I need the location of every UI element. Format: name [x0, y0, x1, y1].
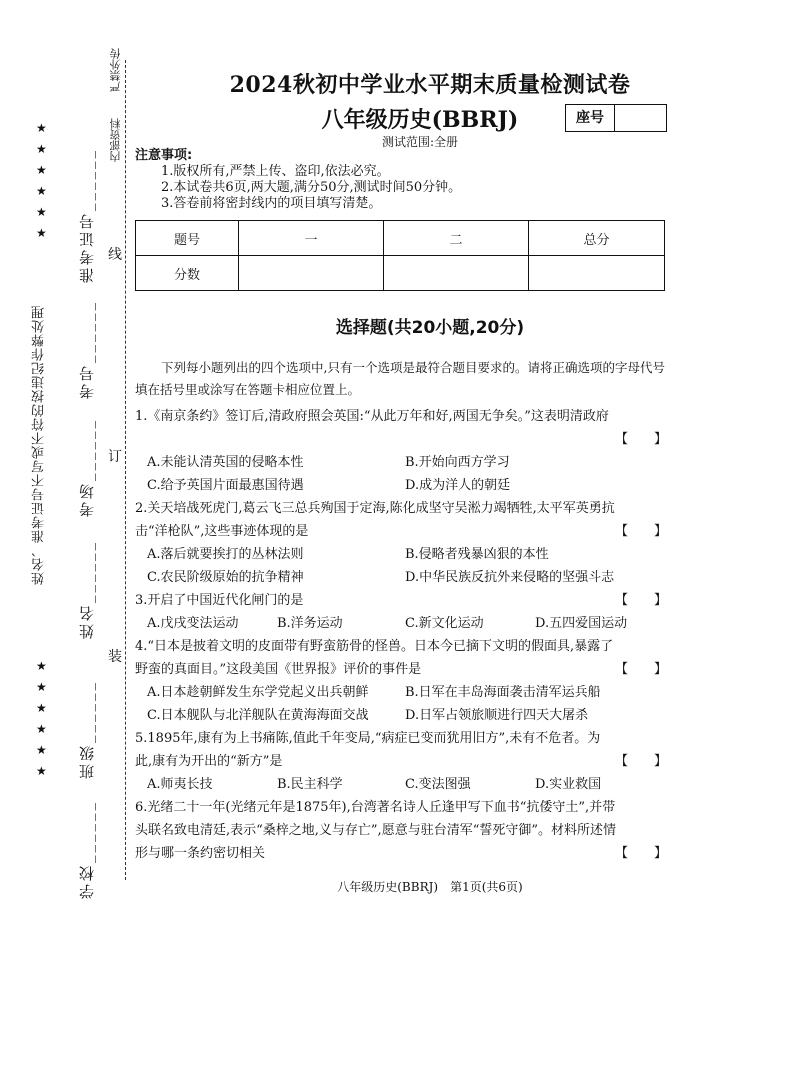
star-icon: ★ — [36, 163, 47, 177]
score-cell[interactable] — [384, 256, 529, 291]
star-icon: ★ — [36, 764, 47, 778]
option[interactable]: A.未能认清英国的侵略本性 — [147, 455, 304, 470]
star-icon: ★ — [36, 701, 47, 715]
score-table — [135, 220, 665, 291]
page-footer: 八年级历史(BBRJ) 第1页(共6页) — [337, 880, 523, 894]
question-stem: 1.《南京条约》签订后,清政府照会英国:“从此万年和好,两国无争矣。”这表明清政府 【 】 — [135, 405, 667, 451]
section-title: 选择题(共20小题,20分) — [335, 318, 525, 338]
seal-line-label: 订 — [108, 449, 122, 465]
answer-bracket[interactable]: 【 】 — [614, 846, 667, 861]
star-icon: ★ — [36, 205, 47, 219]
option[interactable]: B.开始向西方学习 — [405, 455, 510, 470]
option[interactable]: C.日本舰队与北洋舰队在黄海海面交战 — [147, 708, 369, 723]
score-table-header: 题号 — [136, 221, 239, 256]
star-icon: ★ — [36, 226, 47, 240]
question-stem: 4.“日本是披着文明的皮面带有野蛮筋骨的怪兽。日本今已摘下文明的假面具,暴露了野蛮的真面目。”这段美国《世界报》评价的事件是 【 】 — [135, 635, 667, 681]
notes-item: 1.版权所有,严禁上传、盗印,依法必究。 — [161, 164, 390, 179]
option[interactable]: A.落后就要挨打的丛林法则 — [147, 547, 304, 562]
question-stem: 6.光绪二十一年(光绪元年是1875年),台湾著名诗人丘逢甲写下血书“抗倭守土”,并带头联名致电清廷,表示“桑梓之地,义与存亡”,愿意与驻台清军“誓死守御”。材料所述情形与哪一条约密切相关 【 】 — [135, 796, 667, 865]
field-exam-room: 考场______ — [78, 418, 96, 517]
answer-bracket[interactable]: 【 】 — [614, 432, 667, 447]
bottom-star-column — [36, 656, 47, 782]
star-icon: ★ — [36, 722, 47, 736]
option[interactable]: C.给予英国片面最惠国待遇 — [147, 478, 304, 493]
internal-material-label: 内部资料 — [109, 118, 122, 162]
star-icon: ★ — [36, 184, 47, 198]
score-cell[interactable] — [239, 256, 384, 291]
exam-title: 2024秋初中学业水平期末质量检测试卷 — [229, 72, 631, 98]
seat-number-box — [565, 104, 667, 132]
field-exam-number: 准考证号______ — [78, 148, 96, 283]
section-intro: 下列每小题列出的四个选项中,只有一个选项是最符合题目要求的。请将正确选项的字母代号填在括号里或涂写在答题卡相应位置上。 — [135, 360, 665, 397]
score-table-header: 总分 — [529, 221, 665, 256]
seat-number-label: 座号 — [566, 105, 615, 131]
star-icon: ★ — [36, 659, 47, 673]
field-student-number: 考号______ — [78, 300, 96, 399]
field-class: 班级______ — [78, 680, 96, 779]
exam-subject: 八年级历史(BBRJ) — [321, 107, 519, 133]
option[interactable]: B.洋务运动 — [277, 616, 343, 631]
answer-bracket[interactable]: 【 】 — [614, 754, 667, 769]
question-stem: 3.开启了中国近代化闸门的是 【 】 — [135, 589, 667, 612]
option[interactable]: D.实业救国 — [535, 777, 602, 792]
star-icon: ★ — [36, 680, 47, 694]
answer-bracket[interactable]: 【 】 — [614, 662, 667, 677]
notes-block — [135, 148, 461, 212]
option[interactable]: A.日本趁朝鲜发生东学党起义出兵朝鲜 — [147, 685, 369, 700]
option[interactable]: C.农民阶级原始的抗争精神 — [147, 570, 304, 585]
notes-heading: 注意事项: — [135, 148, 193, 163]
score-cell[interactable] — [529, 256, 665, 291]
field-name: 姓名______ — [78, 540, 96, 639]
score-row-label: 分数 — [136, 256, 239, 291]
seal-dashed-line — [125, 60, 126, 880]
answer-bracket[interactable]: 【 】 — [614, 524, 667, 539]
score-table-header: 一 — [239, 221, 384, 256]
option[interactable]: C.变法图强 — [405, 777, 471, 792]
option[interactable]: C.新文化运动 — [405, 616, 484, 631]
seal-line-label: 线 — [108, 247, 122, 263]
seal-line-label: 装 — [108, 649, 122, 665]
option[interactable]: A.师夷长技 — [147, 777, 213, 792]
question-stem: 5.1895年,康有为上书痛陈,值此千年变局,“病症已变而犹用旧方”,未有不危者。为此,康有为开出的“新方”是 【 】 — [135, 727, 667, 773]
top-star-column — [36, 118, 47, 244]
score-table-header: 二 — [384, 221, 529, 256]
star-icon: ★ — [36, 743, 47, 757]
notes-item: 3.答卷前将密封线内的项目填写清楚。 — [161, 196, 382, 211]
field-school: 学校______ — [78, 800, 96, 899]
answer-bracket[interactable]: 【 】 — [614, 593, 667, 608]
option[interactable]: D.成为洋人的朝廷 — [405, 478, 511, 493]
option[interactable]: D.中华民族反抗外来侵略的坚强斗志 — [405, 570, 615, 585]
option[interactable]: D.日军占领旅顺进行四天大屠杀 — [405, 708, 589, 723]
question-stem: 2.关天培战死虎门,葛云飞三总兵殉国于定海,陈化成坚守吴淞力竭牺牲,太平军英勇抗击“洋枪队”,这些事迹体现的是 【 】 — [135, 497, 667, 543]
option[interactable]: A.戊戌变法运动 — [147, 616, 239, 631]
anti-cheat-warning: 姓名、准考证号不写或不符的按违纪作弊处理 — [32, 305, 47, 585]
option[interactable]: B.侵略者残暴凶狠的本性 — [405, 547, 549, 562]
seat-number-field[interactable] — [615, 105, 666, 131]
option[interactable]: D.五四爱国运动 — [535, 616, 628, 631]
star-icon: ★ — [36, 121, 47, 135]
star-icon: ★ — [36, 142, 47, 156]
no-distribution-label: 严禁外传 — [109, 48, 122, 92]
option[interactable]: B.民主科学 — [277, 777, 343, 792]
notes-item: 2.本试卷共6页,两大题,满分50分,测试时间50分钟。 — [161, 180, 462, 195]
option[interactable]: B.日军在丰岛海面袭击清军运兵船 — [405, 685, 601, 700]
test-range: 测试范围:全册 — [381, 135, 459, 149]
